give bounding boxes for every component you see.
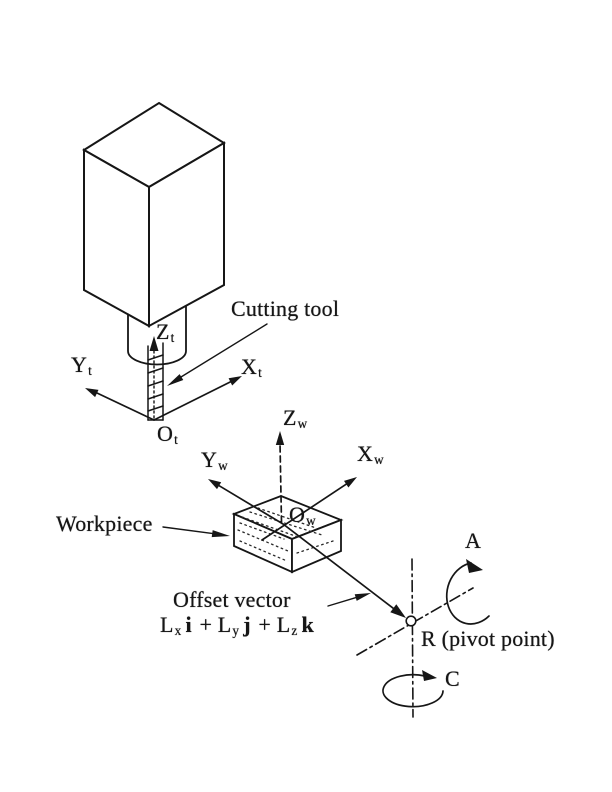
spindle-box [84,103,224,326]
workpiece-label [56,512,153,535]
workpiece-leader-arrow [163,527,230,537]
tool-x-axis-label: $X_t$ [241,354,262,380]
workpiece-label-text: Workpiece [56,511,153,536]
formula-term-y: $L_y$ j + [217,612,277,638]
pivot-point-label-text: R (pivot point) [421,626,555,651]
cutting-tool-label [231,297,339,320]
a-rotation-arc-arrow [447,559,489,624]
formula-term-x: $L_x$ i + [160,612,218,638]
work-origin-label: $O_w$ [289,502,316,528]
work-x-axis-label: $X_w$ [357,441,384,467]
tool-y-axis-arrow [85,388,154,420]
offset-vector-title-text: Offset vector [173,587,291,612]
tool-x-axis-arrow [154,376,242,420]
c-rotation-label-text: C [445,666,460,691]
work-z-axis-label: $Z_w$ [283,405,308,431]
tool-origin-label: $O_t$ [157,421,178,447]
offset-vector-formula [160,613,316,636]
work-y-axis-label: $Y_w$ [201,447,228,473]
offset-vector-title [173,588,291,611]
tool-z-axis-label: $Z_t$ [156,319,175,345]
c-rotation-label [445,667,460,690]
a-rotation-label [465,529,481,552]
c-rotation-axis-line [412,559,413,717]
a-rotation-label-text: A [465,528,482,553]
formula-term-z: $L_z$ k [276,612,314,638]
cutting-tool-label-text: Cutting tool [231,296,340,321]
offset-vector-pointer-arrow [328,593,371,606]
tool-z-axis-arrow [150,336,159,418]
pivot-point-label [421,627,555,650]
workpiece-block [234,496,341,572]
pivot-point-marker [406,616,416,626]
tool-y-axis-label: $Y_t$ [71,352,92,378]
